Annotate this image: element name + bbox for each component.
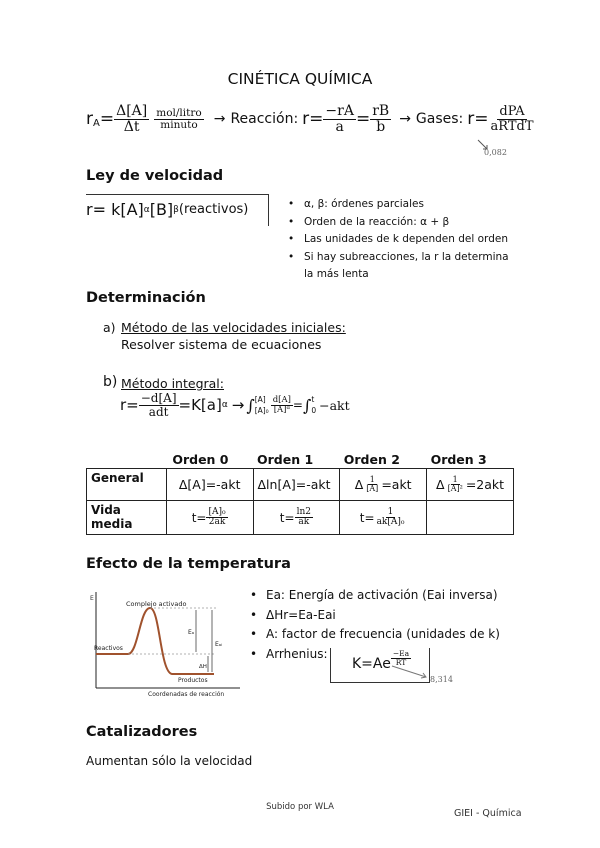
rate-law-r: r= k[A] (86, 200, 144, 219)
cell-frac-num: ln2 (296, 506, 311, 517)
diagram-react-label: Reactivos (94, 645, 123, 652)
energy-diagram (88, 588, 244, 700)
rate-symbol: r (86, 109, 93, 130)
table-corner (87, 450, 167, 469)
table-header-row (87, 450, 514, 469)
diagram-y-label: E (90, 595, 94, 602)
table-cell (253, 501, 340, 535)
table-cell: Δ[A]=-akt (166, 469, 253, 501)
integral-r: r= (120, 396, 139, 415)
metodo-b-label: b) (103, 374, 118, 390)
cell-frac-num: 1 (387, 506, 394, 517)
integral-rate-den: adt (148, 404, 169, 419)
integral-upper-2: t (311, 395, 315, 405)
table-header: Orden 3 (427, 450, 514, 469)
table-header: Orden 2 (340, 450, 427, 469)
temperatura-heading: Efecto de la temperatura (86, 556, 291, 572)
integral-lower: [A]₀ (254, 406, 269, 416)
page-title: CINÉTICA QUÍMICA (227, 70, 373, 88)
reaccion-label: Reacción: (230, 111, 299, 128)
ra-numerator: −rA (325, 103, 354, 119)
cell-frac-den: ak (298, 517, 310, 527)
integral-limits-2 (311, 394, 316, 416)
row-label-general: General (87, 469, 167, 501)
cell-frac-num: 1 (452, 474, 458, 484)
gas-constant-note: 0,082 (484, 148, 507, 157)
formula-box-top (86, 194, 269, 195)
arrhenius-exp-den: RT (395, 657, 407, 667)
integral-alpha: α (221, 400, 228, 411)
diagram-peak-label: Complejo activado (126, 600, 187, 608)
cell-frac-den: [A] (366, 484, 379, 493)
list-item: • ΔHr=Ea-Eai (250, 606, 530, 626)
gas-fraction (489, 105, 536, 133)
equals-sign-2: = (355, 109, 371, 130)
metodo-a-title: Método de las velocidades iniciales: (121, 320, 346, 335)
r-equals: r= (302, 109, 324, 130)
alpha-exponent: α (143, 204, 150, 215)
delta-fraction (114, 104, 149, 134)
cell-frac-den: 2ak (208, 517, 226, 527)
diagram-eai-label: Eₐᵢ (215, 641, 223, 648)
integral-inner-fraction (271, 396, 293, 415)
table-cell (427, 501, 514, 535)
unit-fraction (154, 108, 203, 131)
rb-denominator: b (376, 118, 386, 135)
integral-lower-2: 0 (311, 406, 317, 416)
beta-exponent: β (173, 204, 179, 215)
integral-k: =K[a] (178, 396, 222, 415)
arrow-2: → (399, 111, 411, 128)
list-item: • Arrhenius: (250, 645, 530, 665)
integral-rate-num: −d[A] (140, 391, 177, 405)
diagram-x-label: Coordenadas de reacción (148, 691, 225, 698)
diagram-ea-label: Eₐ (188, 629, 195, 636)
table-header: Orden 0 (166, 450, 253, 469)
annotation-arrow-icon (390, 664, 430, 680)
list-item: • α, β: órdenes parciales (288, 196, 518, 214)
integral-inner-den: [A]ᵅ (273, 404, 290, 415)
cell-frac-num: 1 (369, 474, 375, 484)
cell-prefix: t= (359, 510, 375, 525)
list-item: • Ea: Energía de activación (Eai inversa) (250, 586, 530, 606)
integral-rate-fraction (139, 392, 179, 418)
integral-sign: ∫ (246, 395, 255, 415)
integral-arrow: → (231, 396, 245, 415)
delta-t: Δt (123, 118, 140, 135)
gas-constant-note-2: 8,314 (430, 675, 453, 684)
table-row (87, 501, 514, 535)
formula-box-side (268, 194, 269, 226)
cell-rhs: =2akt (465, 477, 505, 492)
table-cell (166, 501, 253, 535)
unit-denominator: minuto (160, 118, 198, 131)
table-cell: Δ $\frac{1}{[A]}$ =akt (340, 469, 427, 501)
row-label-vida-media: Vida media (87, 501, 167, 535)
ley-bullets (288, 196, 518, 284)
diagram-prod-label: Productos (178, 677, 208, 684)
cell-frac-den: [A]² (447, 484, 463, 493)
cell-frac-num: [A]₀ (208, 506, 226, 517)
reactivos-label: (reactivos) (178, 202, 249, 217)
order-table (86, 450, 514, 535)
diagram-dh-label: ΔH (199, 664, 207, 670)
delta-a: Δ[A] (116, 103, 148, 119)
metodo-a-text: Resolver sistema de ecuaciones (121, 337, 322, 352)
rate-law-b: [B] (149, 200, 174, 219)
gases-label: Gases: (415, 111, 464, 128)
determinacion-heading: Determinación (86, 290, 206, 306)
integral-inner-num: d[A] (272, 394, 291, 405)
unit-numerator: mol/litro (156, 106, 202, 119)
table-cell: Δln[A]=-akt (253, 469, 340, 501)
cell-prefix: t= (191, 510, 207, 525)
list-item: • Si hay subreacciones, la r la determina la más lenta (288, 249, 518, 284)
list-item: • Orden de la reacción: α + β (288, 214, 518, 232)
metodo-b-title: Método integral: (121, 376, 224, 391)
table-header: Orden 1 (253, 450, 340, 469)
gas-denominator: aRTdT (490, 118, 534, 134)
table-cell (340, 501, 427, 535)
catalizadores-text: Aumentan sólo la velocidad (86, 754, 253, 768)
integral-equals: = (292, 398, 303, 413)
rate-subscript: A (93, 117, 100, 129)
rb-numerator: rB (372, 103, 390, 119)
cell-rhs: =akt (381, 477, 412, 492)
rb-fraction (370, 104, 391, 134)
list-item: • A: factor de frecuencia (unidades de k) (250, 625, 530, 645)
gas-numerator: dPA (499, 104, 525, 120)
catalizadores-heading: Catalizadores (86, 724, 198, 740)
integral-method-formula (120, 392, 350, 418)
footer-right: GIEI - Química (454, 808, 522, 819)
metodo-a-label: a) (103, 320, 116, 335)
uploaded-by: Subido por WLA (266, 802, 334, 812)
list-item: • Las unidades de k dependen del orden (288, 231, 518, 249)
arrhenius-exp-num: −Ea (392, 648, 410, 658)
arrow-1: → (213, 111, 226, 128)
integral-limits (255, 394, 269, 416)
table-cell: Δ $\frac{1}{\text{[A]²}}$ =2akt (427, 469, 514, 501)
cell-frac-den: ak[A]₀ (376, 517, 405, 527)
rate-definition-formula (86, 104, 536, 134)
arrhenius-k: K=Ae (352, 656, 391, 672)
ley-heading: Ley de velocidad (86, 168, 224, 184)
cell-prefix: t= (279, 510, 295, 525)
ra-denominator: a (335, 118, 344, 135)
integral-sign-2: ∫ (302, 395, 312, 415)
rate-law-formula (86, 200, 248, 219)
equals-sign: = (99, 109, 115, 130)
integral-upper: [A] (254, 395, 266, 405)
table-row (87, 469, 514, 501)
integral-rhs: −akt (319, 397, 350, 413)
ra-fraction (323, 104, 356, 134)
r-equals-2: r= (467, 109, 489, 130)
